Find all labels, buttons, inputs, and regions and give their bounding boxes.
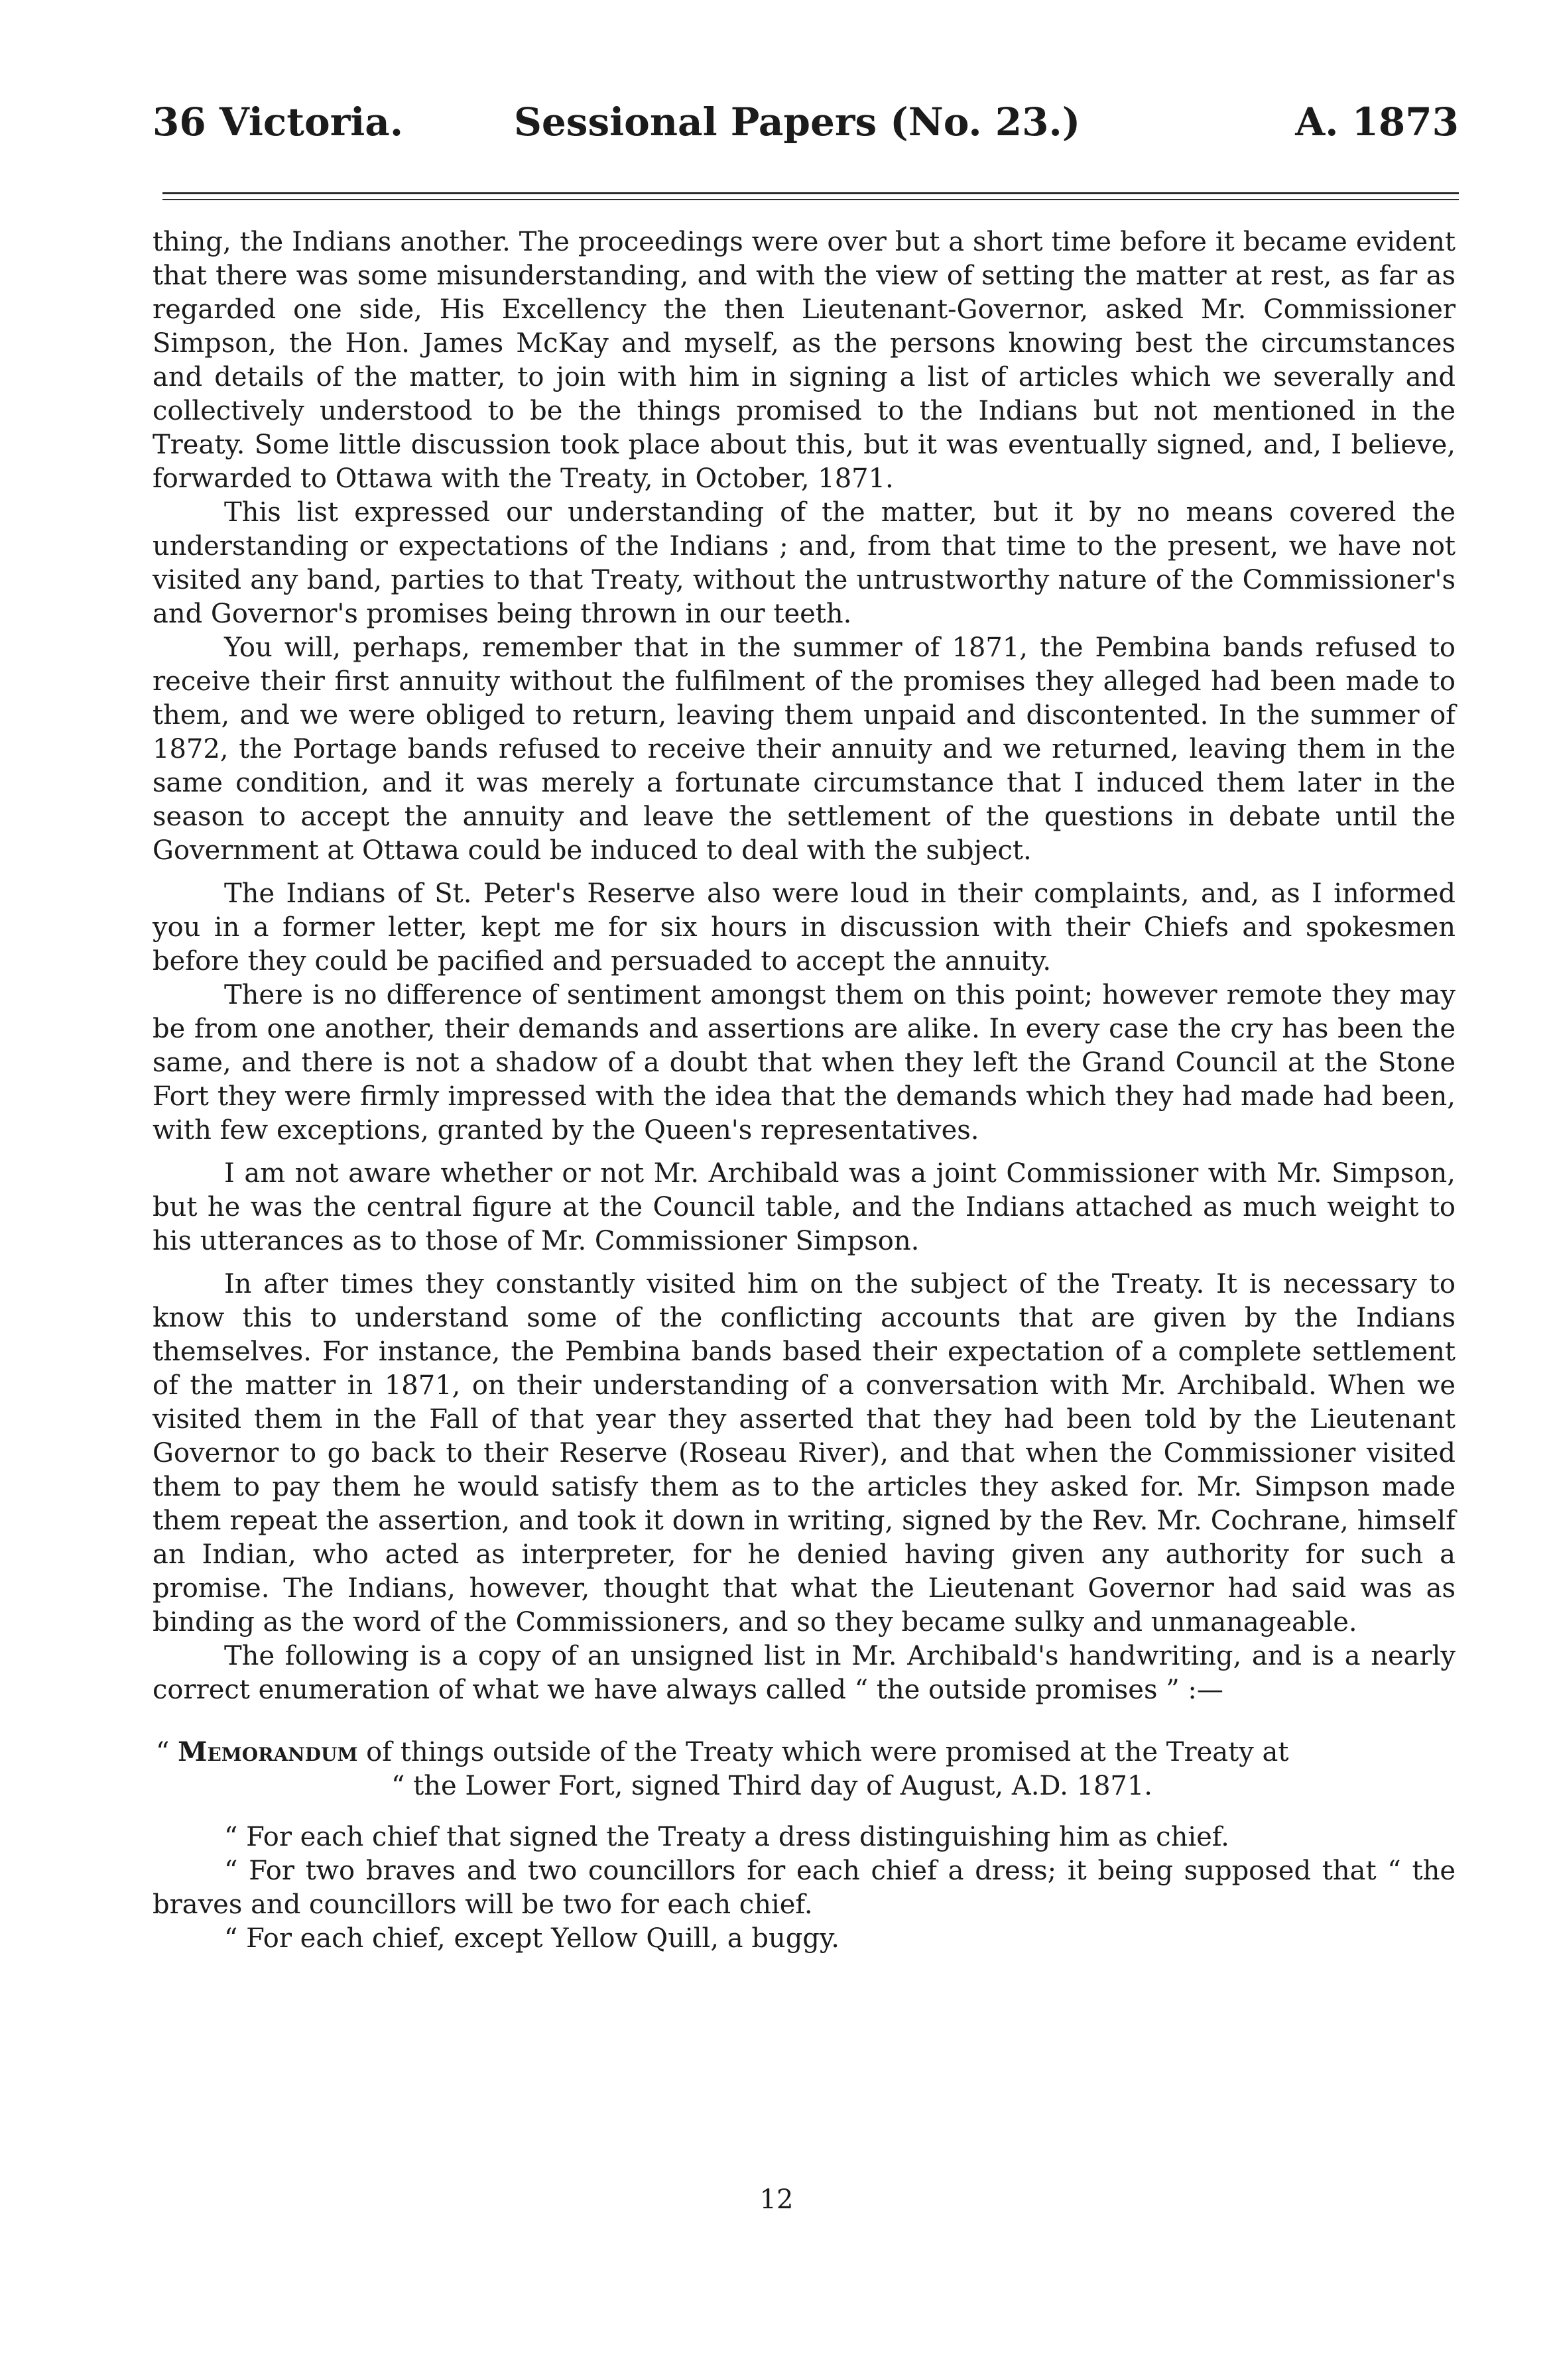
paragraph-2: This list expressed our understanding of the matter, but it by no means covered the understanding or expectations of the Indians ; and, from that time to the present, we have not visited any band, parties to that Treaty, without the untrustworthy nature of the Commissioner's and Governor's promises being thrown in our teeth. [153,497,1456,629]
memorandum-line-1 [156,1735,1456,1769]
list-item: “ For two braves and two councillors for each chief a dress; it being supposed that “ the braves and councillors will be two for each chief. [153,1856,1456,1920]
list-item: “ For each chief, except Yellow Quill, a buggy. [224,1923,839,1954]
paragraph-7: In after times they constantly visited him on the subject of the Treaty. It is necessary to know this to understand some of the conflicting accounts that are given by the Indians themselves. For instance, the Pembina bands based their expectation of a complete settlement of the matter in 1871, on their understanding of a conversation with Mr. Archibald. When we visited them in the Fall of that year they asserted that they had been told by the Lieutenant Governor to go back to their Reserve (Roseau River), and that when the Commissioner visited them to pay them he would satisfy them as to the articles they asked for. Mr. Simpson made them repeat the assertion, and took it down in writing, signed by the Rev. Mr. Cochrane, himself an Indian, who acted as interpreter, for he denied having given any authority for such a promise. The Indians, however, thought that what the Lieutenant Governor had said was as binding as the word of the Commissioners, and so they became sulky and unmanageable. [153,1269,1456,1637]
memorandum-heading [153,1735,1456,1803]
running-header [153,99,1459,159]
memorandum-title-word: Memorandum [178,1736,358,1767]
memorandum-line-2: “ the Lower Fort, signed Third day of August, A.D. 1871. [391,1771,1153,1801]
paragraph-5: There is no difference of sentiment amongst them on this point; however remote they may be from one another, their demands and assertions are alike. In every case the cry has been the same, and there is not a shadow of a doubt that when they left the Grand Council at the Stone Fort they were firmly impressed with the idea that the demands which they had made had been, with few exceptions, granted by the Queen's representatives. [153,980,1456,1146]
memorandum-line-1-rest: of things outside of the Treaty which were promised at the Treaty at [357,1737,1289,1767]
page-number: 12 [759,2184,794,2215]
header-rule-top [162,192,1459,194]
header-rule-bottom [162,199,1459,200]
header-title: Sessional Papers (No. 23.) [514,99,1081,145]
paragraph-6: I am not aware whether or not Mr. Archibald was a joint Commissioner with Mr. Simpson, but he was the central figure at the Council table, and the Indians attached as much weight to his utterances as to those of Mr. Commissioner Simpson. [153,1158,1456,1256]
paragraph-3: You will, perhaps, remember that in the summer of 1871, the Pembina bands refused to receive their first annuity without the fulfilment of the promises they alleged had been made to them, and we were obliged to return, leaving them unpaid and discontented. In the summer of 1872, the Portage bands refused to receive their annuity and we returned, leaving them in the same condition, and it was merely a fortunate circumstance that I induced them later in the season to accept the annuity and leave the settlement of the questions in debate until the Government at Ottawa could be induced to deal with the subject. [153,632,1456,866]
memorandum-list [153,1820,1456,1956]
header-year: A. 1873 [1295,99,1459,145]
memorandum-open-quote: “ [156,1737,178,1767]
body-text [153,225,1456,1956]
paragraph-1: thing, the Indians another. The proceedings were over but a short time before it became evident that there was some misunderstanding, and with the view of setting the matter at rest, as far as regarded one side, His Excellency the then Lieutenant-Governor, asked Mr. Commissioner Simpson, the Hon. James McKay and myself, as the persons knowing best the circumstances and details of the matter, to join with him in signing a list of articles which we severally and collectively understood to be the things promised to the Indians but not mentioned in the Treaty. Some little discussion took place about this, but it was eventually signed, and, I believe, forwarded to Ottawa with the Treaty, in October, 1871. [153,227,1456,494]
paragraph-4: The Indians of St. Peter's Reserve also were loud in their complaints, and, as I informed you in a former letter, kept me for six hours in discussion with their Chiefs and spokesmen before they could be pacified and persuaded to accept the annuity. [153,878,1456,977]
paragraph-8: The following is a copy of an unsigned list in Mr. Archibald's handwriting, and is a nearly correct enumeration of what we have always called “ the outside promises ” :— [153,1641,1456,1705]
header-volume: 36 Victoria. [153,99,404,145]
list-item: “ For each chief that signed the Treaty a dress distinguishing him as chief. [224,1822,1229,1852]
